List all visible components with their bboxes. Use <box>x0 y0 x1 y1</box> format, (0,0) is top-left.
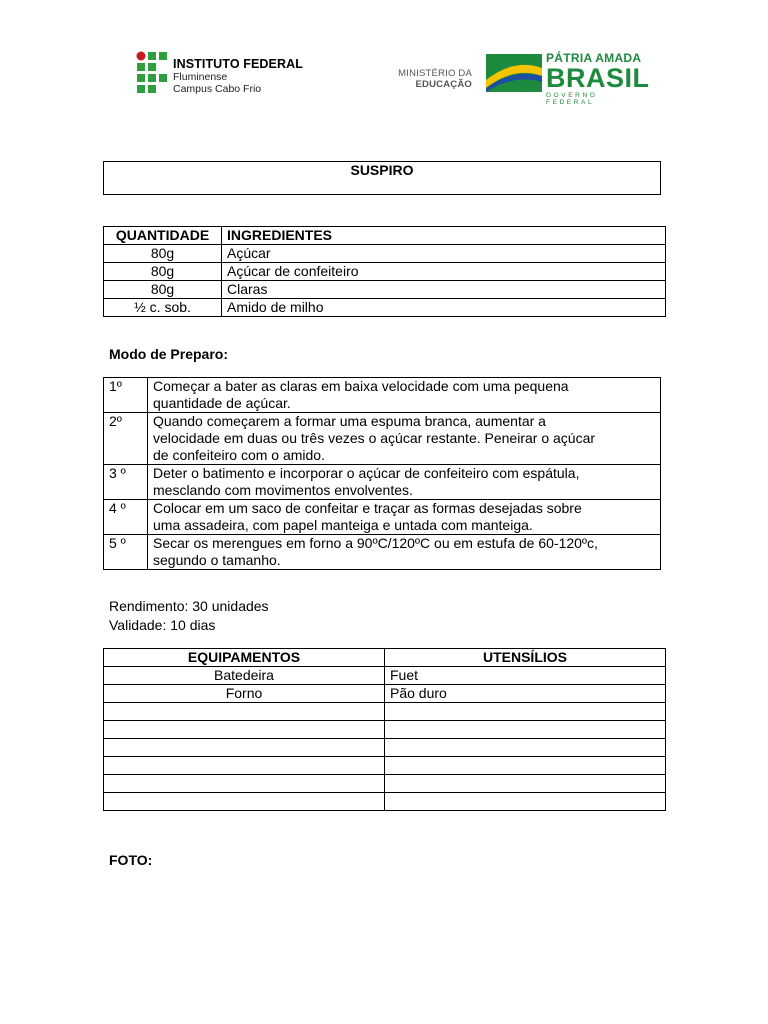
equipment-header: EQUIPAMENTOS <box>104 649 385 667</box>
equipment-cell: Forno <box>104 685 385 703</box>
government-country: BRASIL <box>546 63 650 93</box>
step-row <box>104 413 661 465</box>
step-line: de confeiteiro com o amido. <box>153 447 325 463</box>
step-number: 4 º <box>104 500 148 535</box>
ingredient-row <box>104 299 666 317</box>
ministry-line2: EDUCAÇÃO <box>415 79 472 91</box>
photo-label: FOTO: <box>109 852 153 868</box>
utensil-cell <box>385 739 666 757</box>
utensil-cell <box>385 757 666 775</box>
step-text <box>148 535 661 570</box>
utensil-cell: Pão duro <box>385 685 666 703</box>
step-row <box>104 465 661 500</box>
ingredients-table <box>103 226 666 317</box>
utensil-cell <box>385 703 666 721</box>
utensil-cell <box>385 775 666 793</box>
ingredient-qty: 80g <box>104 245 222 263</box>
validity-text: Validade: 10 dias <box>109 617 216 633</box>
step-row <box>104 500 661 535</box>
step-text <box>148 465 661 500</box>
government-logo <box>486 51 650 106</box>
ingredient-qty: 80g <box>104 281 222 299</box>
equipment-row <box>104 667 666 685</box>
step-line: mesclando com movimentos envolventes. <box>153 482 413 498</box>
step-text <box>148 413 661 465</box>
ingredient-row <box>104 263 666 281</box>
ingredient-name: Açúcar de confeiteiro <box>222 263 666 281</box>
brazil-flag-icon <box>486 54 542 92</box>
step-line: Secar os merengues em forno a 90ºC/120ºC ou em estufa de 60-120ºc, <box>153 535 598 551</box>
ingredient-name: Claras <box>222 281 666 299</box>
utensil-cell <box>385 721 666 739</box>
recipe-title-box <box>103 161 661 195</box>
step-row <box>104 378 661 413</box>
steps-table <box>103 377 661 570</box>
equipment-cell <box>104 721 385 739</box>
ministry-line1: MINISTÉRIO DA <box>398 68 472 79</box>
ingredient-qty: 80g <box>104 263 222 281</box>
equipment-row <box>104 685 666 703</box>
equipment-cell <box>104 703 385 721</box>
equipment-row <box>104 793 666 811</box>
utensils-header: UTENSÍLIOS <box>385 649 666 667</box>
quantity-header: QUANTIDADE <box>104 227 222 245</box>
step-text <box>148 500 661 535</box>
yield-text: Rendimento: 30 unidades <box>109 598 269 614</box>
ingredient-name: Amido de milho <box>222 299 666 317</box>
equipment-cell <box>104 793 385 811</box>
institute-grid-icon <box>136 51 168 95</box>
step-line: Quando começarem a formar uma espuma branca, aumentar a <box>153 413 546 429</box>
institute-campus: Campus Cabo Frio <box>173 83 262 96</box>
method-label: Modo de Preparo: <box>109 346 229 362</box>
ingredient-qty: ½ c. sob. <box>104 299 222 317</box>
equipment-row <box>104 775 666 793</box>
step-line: Colocar em um saco de confeitar e traçar as formas desejadas sobre <box>153 500 582 516</box>
institute-subtitle: Fluminense <box>173 71 228 84</box>
step-line: uma assadeira, com papel manteiga e untada com manteiga. <box>153 517 533 533</box>
equipment-cell <box>104 775 385 793</box>
step-number: 3 º <box>104 465 148 500</box>
equipment-header-row <box>104 649 666 667</box>
government-slogan: PÁTRIA AMADA <box>546 51 642 65</box>
utensil-cell: Fuet <box>385 667 666 685</box>
equipment-row <box>104 739 666 757</box>
government-subtitle: GOVERNO FEDERAL <box>546 92 598 106</box>
step-text <box>148 378 661 413</box>
ingredient-row <box>104 281 666 299</box>
equipment-row <box>104 757 666 775</box>
equipment-row <box>104 721 666 739</box>
yield-block <box>109 597 269 635</box>
step-line: quantidade de açúcar. <box>153 395 291 411</box>
step-number: 1º <box>104 378 148 413</box>
ingredient-name: Açúcar <box>222 245 666 263</box>
equipment-row <box>104 703 666 721</box>
utensil-cell <box>385 793 666 811</box>
step-line: segundo o tamanho. <box>153 552 281 568</box>
equipment-cell <box>104 739 385 757</box>
step-line: Começar a bater as claras em baixa velocidade com uma pequena <box>153 378 569 394</box>
step-line: Deter o batimento e incorporar o açúcar de confeiteiro com espátula, <box>153 465 580 481</box>
ministry-logo <box>392 68 472 91</box>
step-line: velocidade em duas ou três vezes o açúcar restante. Peneirar o açúcar <box>153 430 596 446</box>
step-row <box>104 535 661 570</box>
ingredient-row <box>104 245 666 263</box>
ingredients-header: INGREDIENTES <box>222 227 666 245</box>
step-number: 5 º <box>104 535 148 570</box>
ingredients-header-row <box>104 227 666 245</box>
institute-logo <box>136 51 351 95</box>
institute-title: INSTITUTO FEDERAL <box>173 57 303 71</box>
equipment-cell: Batedeira <box>104 667 385 685</box>
equipment-cell <box>104 757 385 775</box>
equipment-table <box>103 648 666 811</box>
step-number: 2º <box>104 413 148 465</box>
recipe-title: SUSPIRO <box>350 162 414 178</box>
